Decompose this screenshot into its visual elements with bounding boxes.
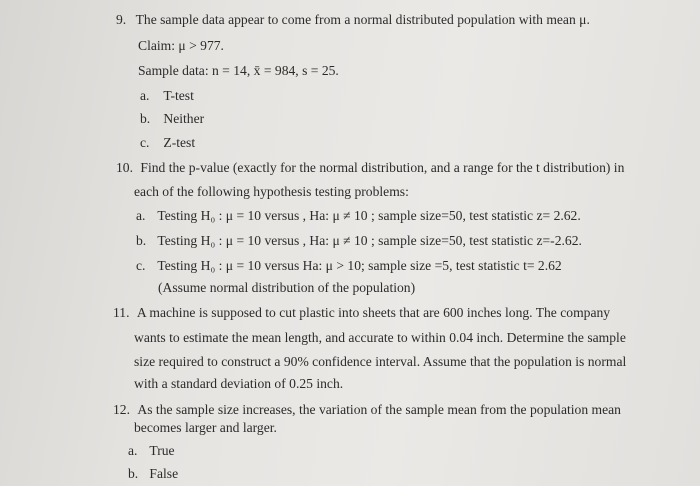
q12-option-b-text: False bbox=[149, 466, 179, 481]
q12-line2: becomes larger and larger. bbox=[134, 420, 277, 435]
q9-option-a-text: T-test bbox=[163, 88, 194, 103]
q12-number: 12. bbox=[113, 402, 130, 417]
q11-text1: A machine is supposed to cut plastic into sheets that are 600 inches long. The company bbox=[136, 305, 611, 320]
q11-line1 bbox=[113, 305, 610, 321]
q10-note: (Assume normal distribution of the population) bbox=[158, 280, 416, 295]
q11-line2: wants to estimate the mean length, and accurate to within 0.04 inch. Determine the sample bbox=[134, 330, 626, 345]
q10-option-c bbox=[136, 258, 562, 274]
q10-option-c-letter: c. bbox=[136, 258, 146, 273]
q10-option-b-letter: b. bbox=[136, 233, 147, 248]
q9-option-a bbox=[140, 88, 194, 104]
q10-option-a-letter: a. bbox=[136, 208, 146, 223]
q9-option-c-text: Z-test bbox=[163, 135, 196, 150]
q9-option-b-text: Neither bbox=[163, 111, 205, 126]
q11-line3: size required to construct a 90% confidence interval. Assume that the population is normal bbox=[134, 354, 627, 369]
q12-option-a-letter: a. bbox=[128, 443, 138, 458]
q9-option-c-letter: c. bbox=[140, 135, 150, 150]
q9-option-a-letter: a. bbox=[140, 88, 150, 103]
q11-number: 11. bbox=[113, 305, 130, 320]
q12-option-b-letter: b. bbox=[128, 466, 139, 481]
q12-text1: As the sample size increases, the variation of the sample mean from the population mean bbox=[137, 402, 621, 417]
q12-line1 bbox=[113, 402, 621, 418]
q10-option-a-text: Testing H₀ : μ = 10 versus , Ha: μ ≠ 10 ; sample size=50, test statistic z= 2.62. bbox=[157, 208, 581, 223]
q12-option-a bbox=[128, 443, 175, 459]
q10-stem-text1: Find the p-value (exactly for the normal distribution, and a range for the t distribution) in bbox=[140, 160, 625, 175]
q12-option-b bbox=[128, 466, 178, 482]
q9-stem-text: The sample data appear to come from a normal distributed population with mean μ. bbox=[135, 12, 590, 27]
q10-stem-line1 bbox=[116, 160, 624, 176]
q9-option-b bbox=[140, 111, 204, 127]
q9-sample-data: Sample data: n = 14, x̄ = 984, s = 25. bbox=[138, 63, 339, 78]
q10-option-b bbox=[136, 233, 582, 249]
q10-option-a bbox=[136, 208, 581, 224]
q10-stem-line2: each of the following hypothesis testing problems: bbox=[134, 184, 409, 199]
q9-claim: Claim: μ > 977. bbox=[138, 38, 224, 53]
q9-stem bbox=[116, 12, 590, 28]
q9-number: 9. bbox=[116, 12, 127, 27]
q12-option-a-text: True bbox=[149, 443, 175, 458]
q10-number: 10. bbox=[116, 160, 133, 175]
q9-option-b-letter: b. bbox=[140, 111, 151, 126]
q10-option-b-text: Testing H₀ : μ = 10 versus , Ha: μ ≠ 10 ; sample size=50, test statistic z=-2.62. bbox=[157, 233, 582, 248]
q11-line4: with a standard deviation of 0.25 inch. bbox=[134, 376, 344, 391]
q9-option-c bbox=[140, 135, 195, 151]
q10-option-c-text: Testing H₀ : μ = 10 versus Ha: μ > 10; sample size =5, test statistic t= 2.62 bbox=[157, 258, 562, 273]
